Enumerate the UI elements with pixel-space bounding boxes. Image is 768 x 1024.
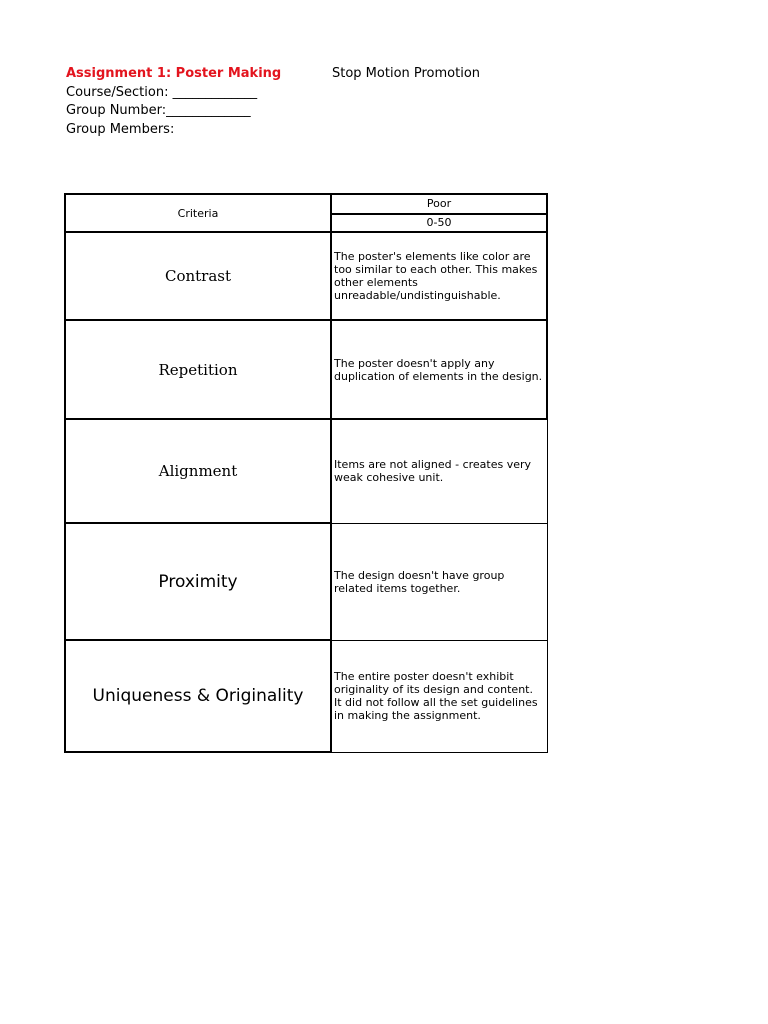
rubric-row-alignment [65,419,547,523]
criterion-repetition: Repetition [65,320,331,419]
title-row [66,65,480,84]
description-repetition [331,320,547,419]
assignment-title: Assignment 1: Poster Making [66,66,282,81]
assignment-subject: Stop Motion Promotion [332,66,481,81]
criterion-proximity: Proximity [65,523,331,640]
rubric-row-proximity [65,523,547,640]
description-contrast [331,232,547,320]
description-text: The design doesn't have group related items together. [334,568,505,595]
rubric-row-contrast [65,232,547,320]
description-proximity [331,523,547,640]
group-number-line: Group Number:_____________ [66,103,251,118]
criterion-contrast: Contrast [65,232,331,320]
rubric-row-uniqueness [65,640,547,752]
rubric-header-row [65,194,547,214]
rubric-table [64,193,548,753]
criteria-header: Criteria [65,194,331,232]
description-uniqueness-originality [331,640,547,752]
description-alignment [331,419,547,523]
level-range: 0-50 [331,214,547,233]
criterion-alignment: Alignment [65,419,331,523]
level-header: Poor [331,194,547,214]
course-section-line: Course/Section: _____________ [66,84,258,100]
description-text: The entire poster doesn't exhibit originality of its design and content. It did not follow all the set guidelines in making the assignment. [334,670,538,722]
rubric-row-repetition [65,320,547,419]
description-text: The poster's elements like color are too similar to each other. This makes other elements unreadable/undistinguishable. [334,250,538,302]
criterion-uniqueness-originality: Uniqueness & Originality [65,640,331,752]
document-header [66,65,480,139]
group-members-line: Group Members: [66,121,175,137]
description-text: Items are not aligned - creates very weak cohesive unit. [334,458,532,485]
description-text: The poster doesn't apply any duplication of elements in the design. [334,356,543,383]
